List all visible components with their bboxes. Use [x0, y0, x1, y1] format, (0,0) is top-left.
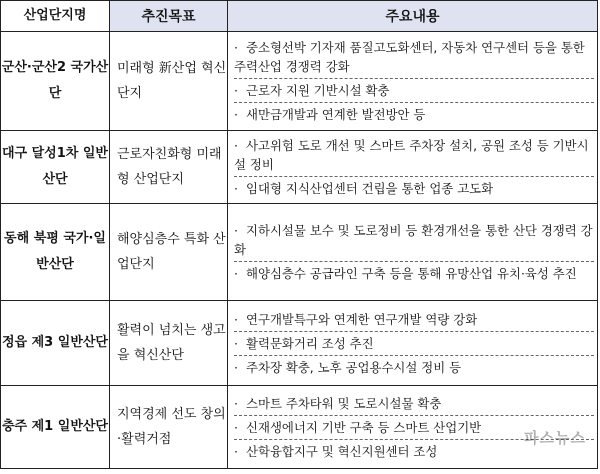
content-cell	[228, 301, 598, 386]
table-row	[1, 301, 598, 386]
content-item	[234, 356, 594, 379]
complex-name-cell: 군산·군산2 국가산단	[1, 32, 110, 131]
content-item	[234, 262, 594, 285]
content-item-text: 사고위험 도로 개선 및 스마트 주차장 설치, 공원 조성 등 기반시설 정비	[234, 138, 589, 172]
content-item	[234, 308, 594, 332]
bullet-icon: ·	[234, 181, 238, 196]
goal-cell: 해양심층수 특화 산업단지	[110, 204, 228, 301]
header-row	[1, 1, 598, 32]
content-item	[234, 219, 594, 262]
content-item	[234, 392, 594, 416]
header-goal: 추진목표	[110, 1, 228, 32]
content-item	[234, 177, 594, 200]
complex-name-cell: 정읍 제3 일반산단	[1, 301, 110, 386]
bullet-icon: ·	[234, 419, 238, 435]
content-item-text: 해양심층수 공급라인 구축 등을 통해 유망산업 유치·육성 추진	[246, 266, 577, 281]
content-item	[234, 332, 594, 356]
bullet-icon: ·	[234, 443, 238, 459]
bullet-icon: ·	[234, 40, 238, 55]
goal-cell: 활력이 넘치는 생고을 혁신산단	[110, 301, 228, 386]
bullet-icon: ·	[234, 107, 238, 122]
header-complex-name: 산업단지명	[1, 1, 110, 32]
content-item-text: 중소형선박 기자재 품질고도화센터, 자동차 연구센터 등을 통한 주력산업 경쟁력 강화	[234, 40, 585, 74]
table-row	[1, 386, 598, 469]
table-row	[1, 131, 598, 204]
content-item-text: 지하시설물 보수 및 도로정비 등 환경개선을 통한 산단 경쟁력 강화	[234, 223, 593, 257]
content-item-text: 연구개발특구와 연계한 연구개발 역량 강화	[246, 311, 478, 327]
bullet-icon: ·	[234, 311, 238, 327]
content-item-text: 산학융합지구 및 혁신지원센터 조성	[246, 443, 438, 459]
content-item-text: 스마트 주차타워 및 도로시설물 확충	[246, 395, 442, 411]
content-item-text: 신재생에너지 기반 구축 등 스마트 산업기반	[246, 419, 482, 435]
content-item	[234, 134, 594, 177]
bullet-icon: ·	[234, 395, 238, 411]
table-row	[1, 32, 598, 131]
bullet-icon: ·	[234, 335, 238, 351]
news-watermark: 파스뉴스	[524, 429, 586, 447]
goal-cell: 근로자친화형 미래형 산업단지	[110, 131, 228, 204]
content-cell	[228, 204, 598, 301]
bullet-icon: ·	[234, 359, 238, 375]
content-item-text: 임대형 지식산업센터 건립을 통한 업종 고도화	[246, 181, 494, 196]
content-item	[234, 103, 594, 126]
content-cell	[228, 131, 598, 204]
table-row	[1, 204, 598, 301]
header-main-content: 주요내용	[228, 1, 598, 32]
complex-name-cell: 대구 달성1차 일반산단	[1, 131, 110, 204]
bullet-icon: ·	[234, 223, 238, 238]
goal-cell: 미래형 新산업 혁신단지	[110, 32, 228, 131]
complex-name-cell: 충주 제1 일반산단	[1, 386, 110, 469]
complex-name-cell: 동해 북평 국가·일반산단	[1, 204, 110, 301]
bullet-icon: ·	[234, 266, 238, 281]
content-item-text: 근로자 지원 기반시설 확충	[246, 83, 390, 98]
content-item	[234, 36, 594, 79]
content-item	[234, 79, 594, 103]
goal-cell: 지역경제 선도 창의·활력거점	[110, 386, 228, 469]
bullet-icon: ·	[234, 138, 238, 153]
content-item-text: 주차장 확충, 노후 공업용수시설 정비 등	[246, 359, 462, 375]
content-item-text: 활력문화거리 조성 추진	[246, 335, 374, 351]
content-cell	[228, 32, 598, 131]
content-item-text: 새만금개발과 연계한 발전방안 등	[246, 107, 426, 122]
bullet-icon: ·	[234, 83, 238, 98]
